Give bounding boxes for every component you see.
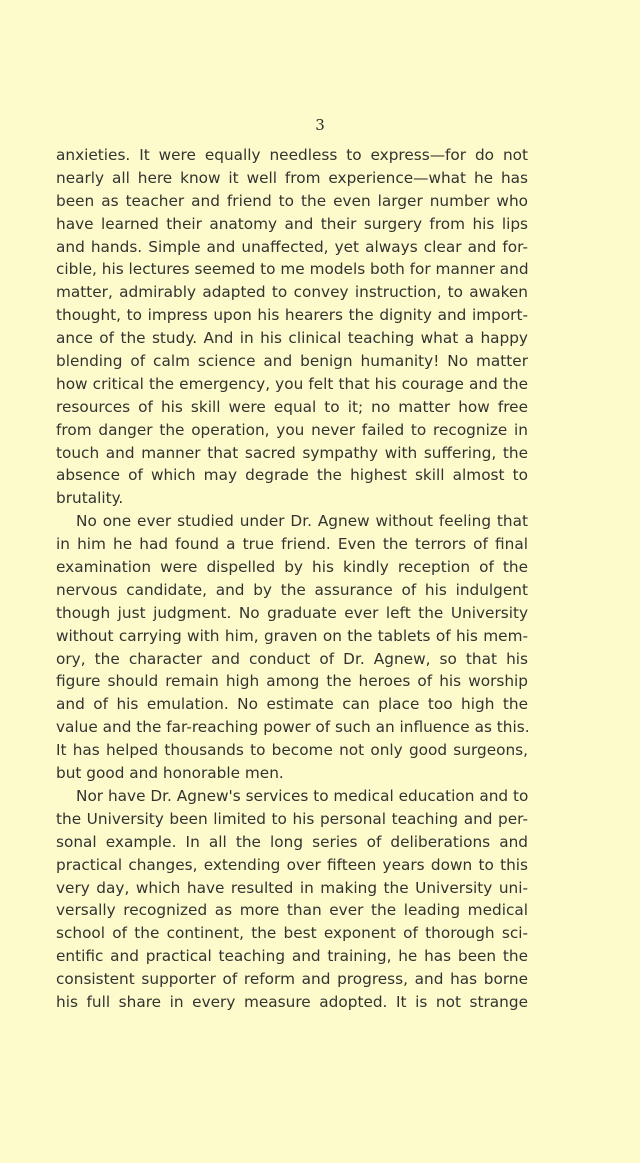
text-line: absence of which may degrade the highest skill almost to <box>56 466 528 485</box>
text-line: the University been limited to his personal teaching and per- <box>56 809 528 828</box>
text-line: his full share in every measure adopted. It is not strange <box>56 992 528 1011</box>
text-line: brutality. <box>56 489 124 508</box>
text-line: value and the far-reaching power of such an influence as this. <box>56 718 530 737</box>
text-line: from danger the operation, you never failed to recognize in <box>56 420 528 439</box>
text-line: sonal example. In all the long series of deliberations and <box>56 832 528 851</box>
text-line: nervous candidate, and by the assurance of his indulgent <box>56 580 528 599</box>
text-line: blending of calm science and benign humanity! No matter <box>56 352 528 371</box>
text-line: entific and practical teaching and training, he has been the <box>56 947 528 966</box>
page-number: 3 <box>315 116 325 134</box>
text-line: anxieties. It were equally needless to express—for do not <box>56 146 528 164</box>
text-line: ance of the study. And in his clinical teaching what a happy <box>56 329 528 348</box>
text-line: consistent supporter of reform and progress, and has borne <box>56 970 528 989</box>
text-line: It has helped thousands to become not only good surgeons, <box>56 741 528 760</box>
text-line: touch and manner that sacred sympathy with suffering, the <box>56 443 528 462</box>
text-line: thought, to impress upon his hearers the dignity and import- <box>56 306 528 325</box>
text-line: very day, which have resulted in making the University uni- <box>56 878 528 897</box>
text-line: versally recognized as more than ever the leading medical <box>56 901 528 920</box>
text-line: examination were dispelled by his kindly reception of the <box>56 558 528 577</box>
text-line: cible, his lectures seemed to me models both for manner and <box>56 260 529 279</box>
text-line: matter, admirably adapted to convey instruction, to awaken <box>56 283 528 302</box>
text-line: nearly all here know it well from experience—what he has <box>56 168 528 187</box>
text-line: have learned their anatomy and their surgery from his lips <box>56 214 528 233</box>
text-line: but good and honorable men. <box>56 764 284 783</box>
text-line: school of the continent, the best exponent of thorough sci- <box>56 924 528 943</box>
text-line: practical changes, extending over fifteen years down to this <box>56 855 528 874</box>
text-line: been as teacher and friend to the even larger number who <box>56 191 528 210</box>
text-line: No one ever studied under Dr. Agnew without feeling that <box>76 512 528 531</box>
text-line: though just judgment. No graduate ever left the University <box>56 603 528 622</box>
text-line: figure should remain high among the heroes of his worship <box>56 672 528 691</box>
text-line: without carrying with him, graven on the tablets of his mem- <box>56 626 528 645</box>
text-line: in him he had found a true friend. Even the terrors of final <box>56 535 528 554</box>
body-text <box>56 144 528 1014</box>
text-line: resources of his skill were equal to it; no matter how free <box>56 397 528 416</box>
text-line: and of his emulation. No estimate can place too high the <box>56 695 528 714</box>
text-line: how critical the emergency, you felt that his courage and the <box>56 374 528 393</box>
text-line: and hands. Simple and unaffected, yet always clear and for- <box>56 237 528 256</box>
text-line: ory, the character and conduct of Dr. Agnew, so that his <box>56 649 528 668</box>
text-line: Nor have Dr. Agnew's services to medical education and to <box>76 786 529 805</box>
